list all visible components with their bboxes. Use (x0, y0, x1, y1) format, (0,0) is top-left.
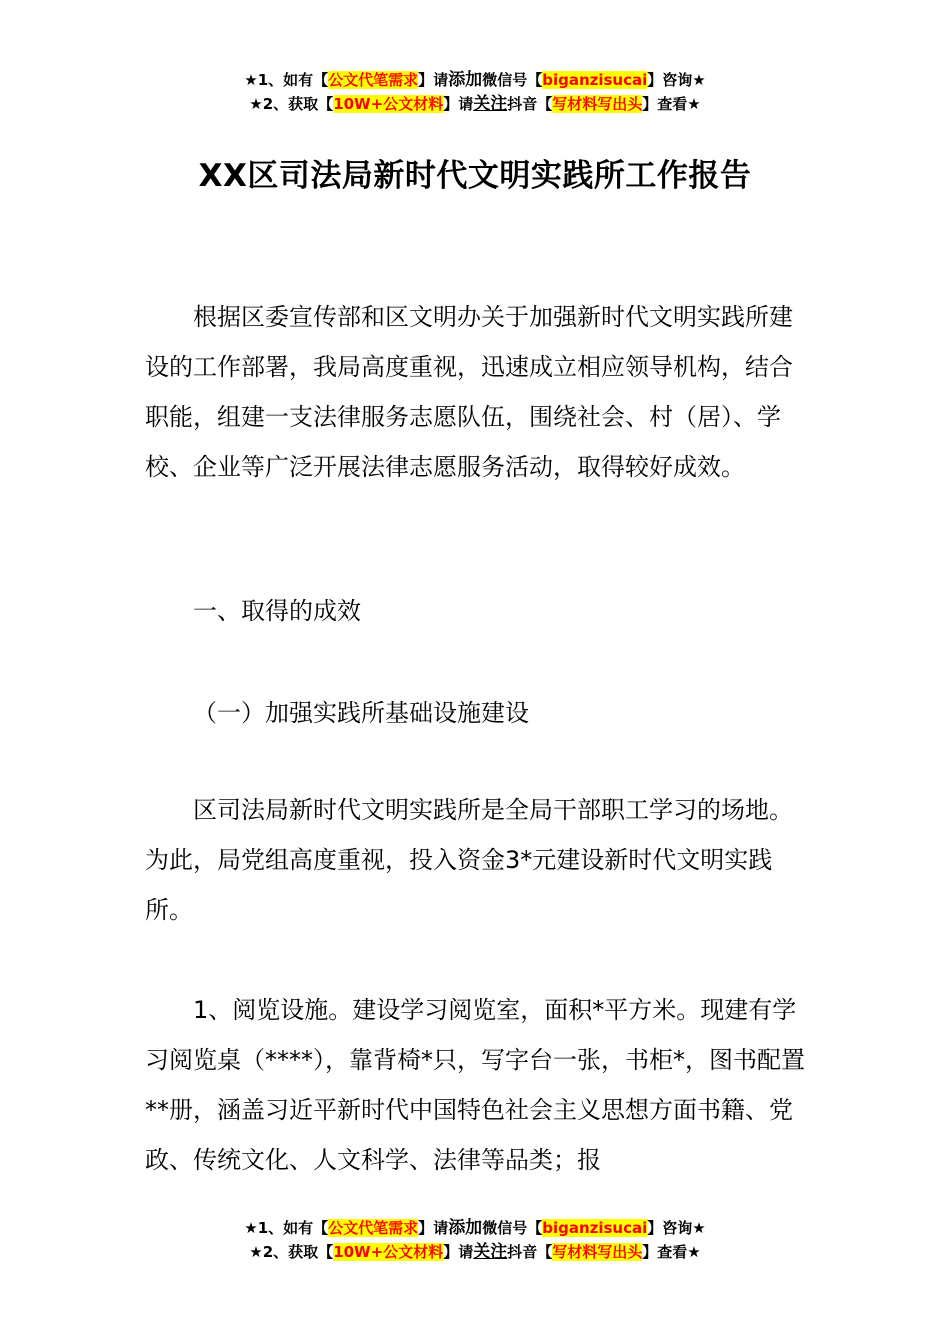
banner-text: 】查看★ (642, 1243, 701, 1261)
banner-line-2 (0, 92, 950, 116)
banner-text: ★2、获取【 (249, 1243, 334, 1261)
banner-text: 】请 (443, 95, 474, 113)
highlight-service: 公文代笔需求 (328, 71, 419, 89)
highlight-materials: 10W+公文材料 (333, 95, 444, 113)
highlight-wechat-id: biganzisucai (542, 1219, 648, 1237)
paragraph-intro: 根据区委宣传部和区文明办关于加强新时代文明实践所建设的工作部署，我局高度重视，迅速成立相应领导机构，结合职能，组建一支法律服务志愿队伍，围绕社会、村（居）、学校、企业等广泛开展法律志愿服务活动，取得较好成效。 (145, 303, 793, 481)
banner-text: 】请 (443, 1243, 474, 1261)
footer-banner (0, 1216, 950, 1264)
banner-text: ★2、获取【 (249, 95, 334, 113)
banner-text: 】咨询★ (647, 1219, 706, 1237)
banner-text: 】查看★ (642, 95, 701, 113)
banner-text: 】请 (418, 1219, 449, 1237)
highlight-service: 公文代笔需求 (328, 1219, 419, 1237)
highlight-douyin: 写材料写出头 (552, 1243, 643, 1261)
banner-line-1 (0, 68, 950, 92)
highlight-douyin: 写材料写出头 (552, 95, 643, 113)
highlight-wechat-id: biganzisucai (542, 71, 648, 89)
banner-line-2 (0, 1240, 950, 1264)
banner-text: 】咨询★ (647, 71, 706, 89)
banner-text: 微信号【 (482, 1219, 543, 1237)
paragraph-facilities: 区司法局新时代文明实践所是全局干部职工学习的场地。为此，局党组高度重视，投入资金3*元建设新时代文明实践所。 (145, 796, 793, 924)
banner-emphasis: 关注 (473, 94, 508, 114)
banner-emphasis: 添加 (448, 1218, 483, 1238)
banner-text: 抖音【 (507, 95, 553, 113)
banner-emphasis: 添加 (448, 70, 483, 90)
highlight-materials: 10W+公文材料 (333, 1243, 444, 1261)
banner-emphasis: 关注 (473, 1242, 508, 1262)
header-banner (0, 68, 950, 116)
banner-line-1 (0, 1216, 950, 1240)
subsection-heading: （一）加强实践所基础设施建设 (193, 699, 529, 727)
document-title: XX区司法局新时代文明实践所工作报告 (198, 158, 752, 194)
banner-text: 抖音【 (507, 1243, 553, 1261)
banner-text: ★1、如有【 (244, 71, 329, 89)
banner-text: 】请 (418, 71, 449, 89)
paragraph-reading: 1、阅览设施。建设学习阅览室，面积*平方米。现建有学习阅览桌（****），靠背椅*只，写字台一张，书柜*，图书配置**册，涵盖习近平新时代中国特色社会主义思想方面书籍、党政、传统文化、人文科学、法律等品类；报 (145, 996, 805, 1174)
banner-text: 微信号【 (482, 71, 543, 89)
section-heading: 一、取得的成效 (193, 597, 361, 625)
banner-text: ★1、如有【 (244, 1219, 329, 1237)
